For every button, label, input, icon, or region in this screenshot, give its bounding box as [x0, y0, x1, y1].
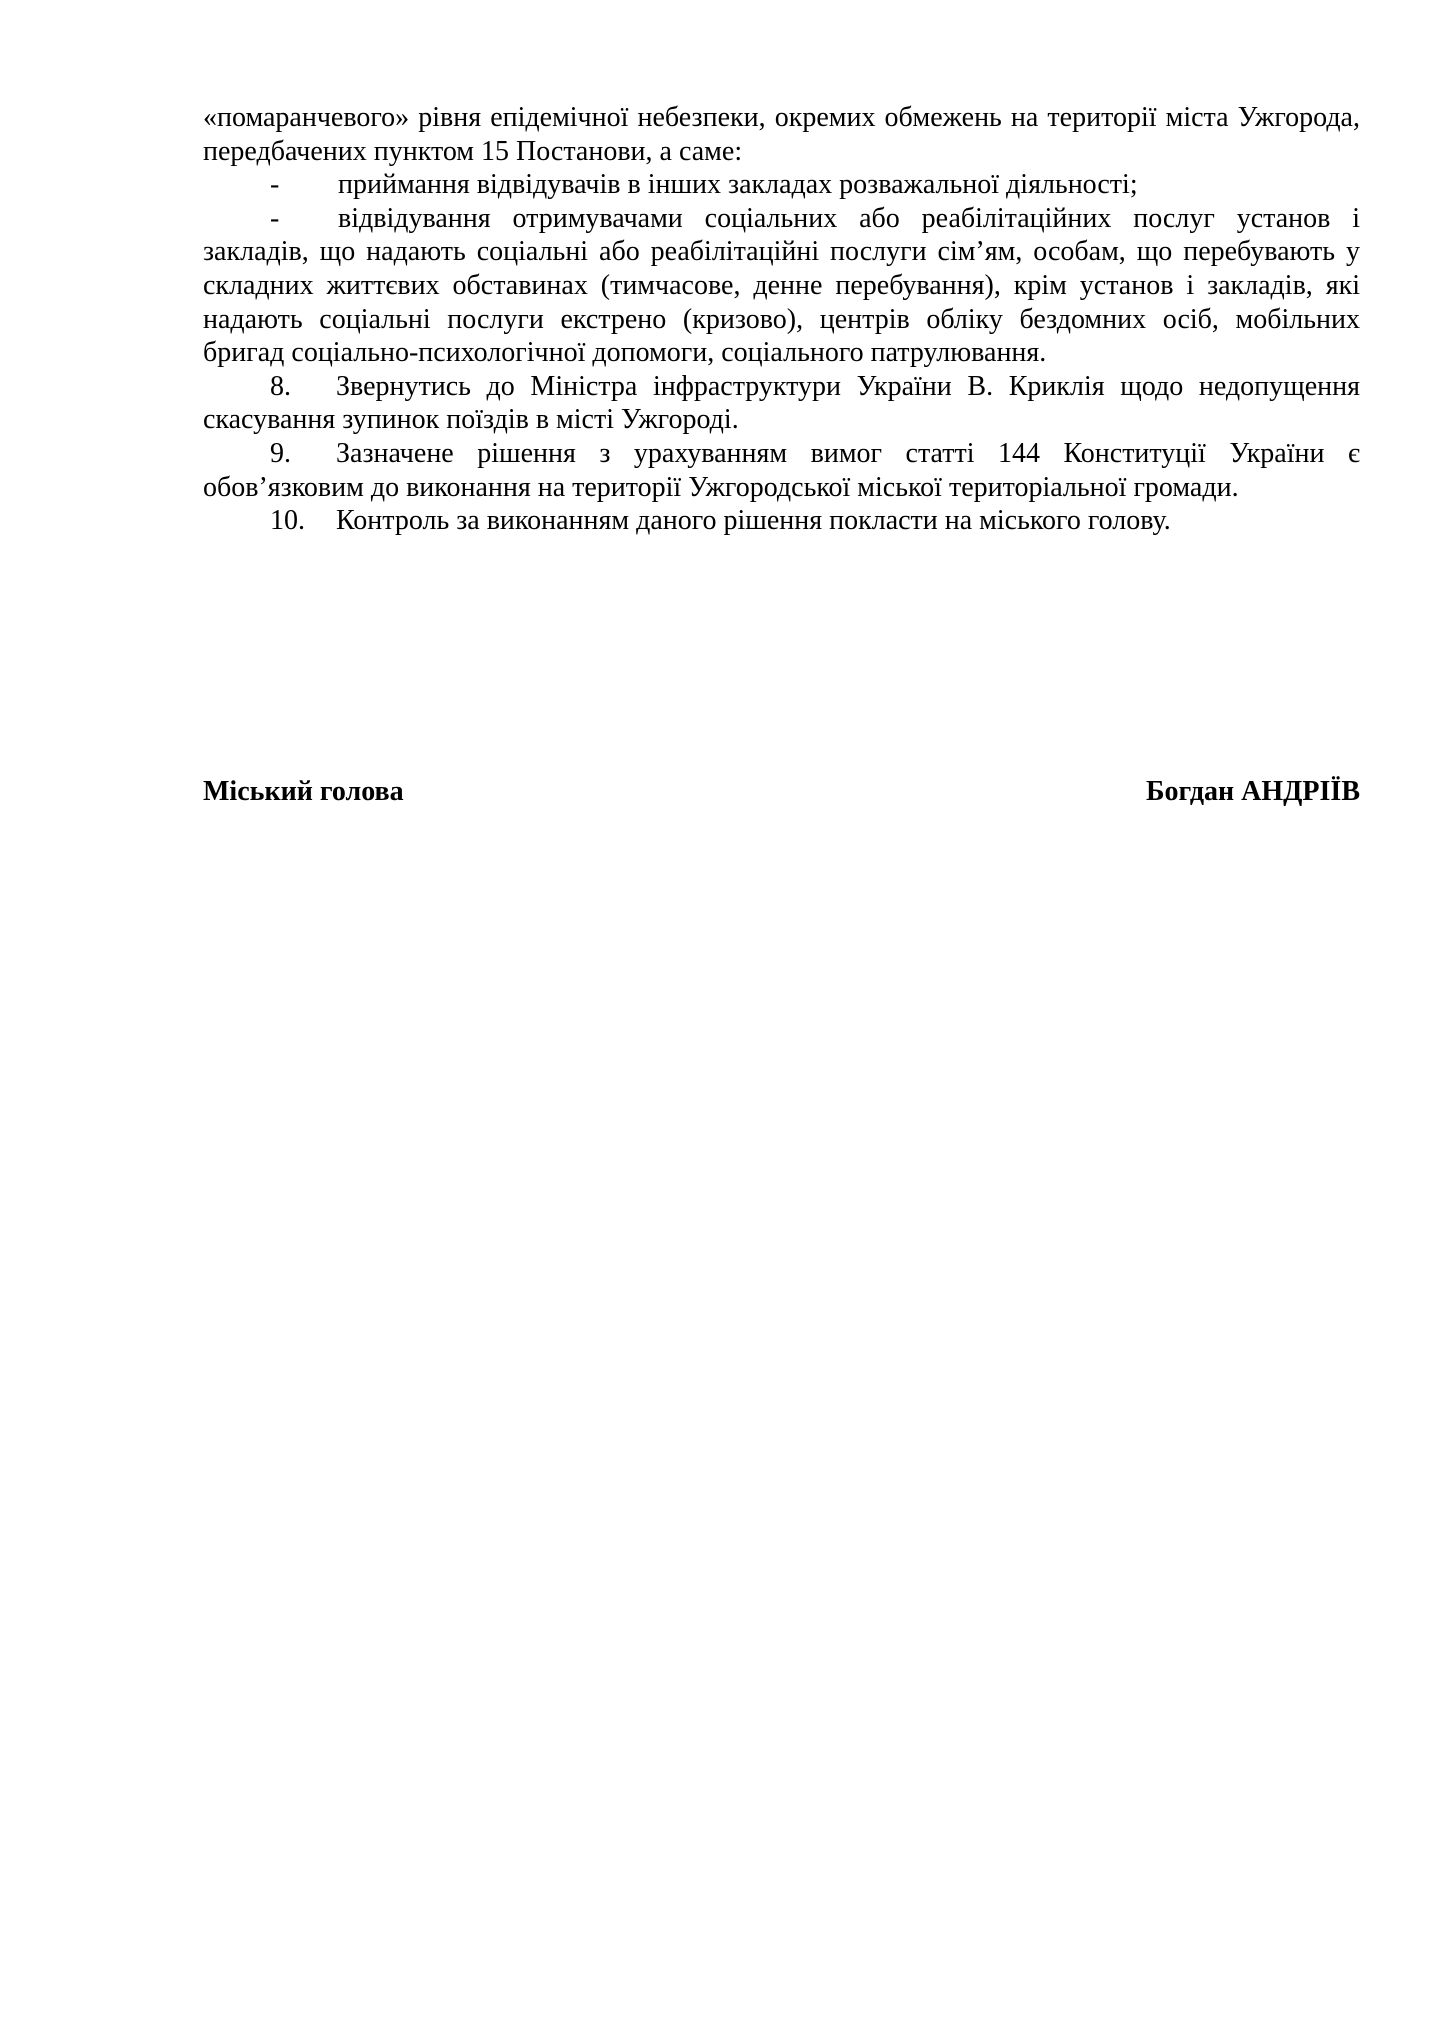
paragraph-text: приймання відвідувачів в інших закладах розважальної діяльності; [338, 169, 1138, 201]
item-number: 8. [270, 370, 291, 402]
item-number: 10. [270, 505, 305, 537]
paragraph-text: Контроль за виконанням даного рішення покласти на міського голову. [336, 505, 1171, 537]
dash-marker: - [270, 202, 280, 234]
document-body [203, 101, 1360, 538]
signature-signatory-name: Богдан АНДРІЇВ [1146, 775, 1360, 807]
paragraph-text: Зазначене рішення з урахуванням вимог статті 144 Конституції України є обов’язковим до виконання на території Ужгородської міської територіальної громади. [203, 437, 1360, 503]
dash-list-item [203, 202, 1360, 370]
item-number: 9. [270, 437, 291, 469]
paragraph-text: «помаранчевого» рівня епідемічної небезпеки, окремих обмежень на території міста Ужгорода, передбачених пунктом 15 Постанови, а саме: [203, 102, 1360, 167]
paragraph-continuation [203, 101, 1360, 168]
signature-position-title: Міський голова [203, 775, 404, 807]
paragraph-text: відвідування отримувачами соціальних або реабілітаційних послуг установ і закладів, що надають соціальні або реабілітаційні послуги сім’ям, особам, що перебувають у складних життєвих обставинах (тимчасове, денне перебування), крім установ і закладів, які надають соціальні послуги екстрено (кризово), центрів обліку бездомних осіб, мобільних бригад соціально-психологічної допомоги, соціального патрулювання. [203, 202, 1360, 369]
paragraph-text: Звернутись до Міністра інфраструктури України В. Криклія щодо недопущення скасування зупинок поїздів в місті Ужгороді. [203, 370, 1360, 436]
numbered-item-10 [203, 504, 1360, 538]
signature-block [203, 775, 1360, 809]
numbered-item-9 [203, 437, 1360, 504]
dash-list-item [203, 168, 1360, 202]
numbered-item-8 [203, 370, 1360, 437]
dash-marker: - [270, 169, 280, 201]
